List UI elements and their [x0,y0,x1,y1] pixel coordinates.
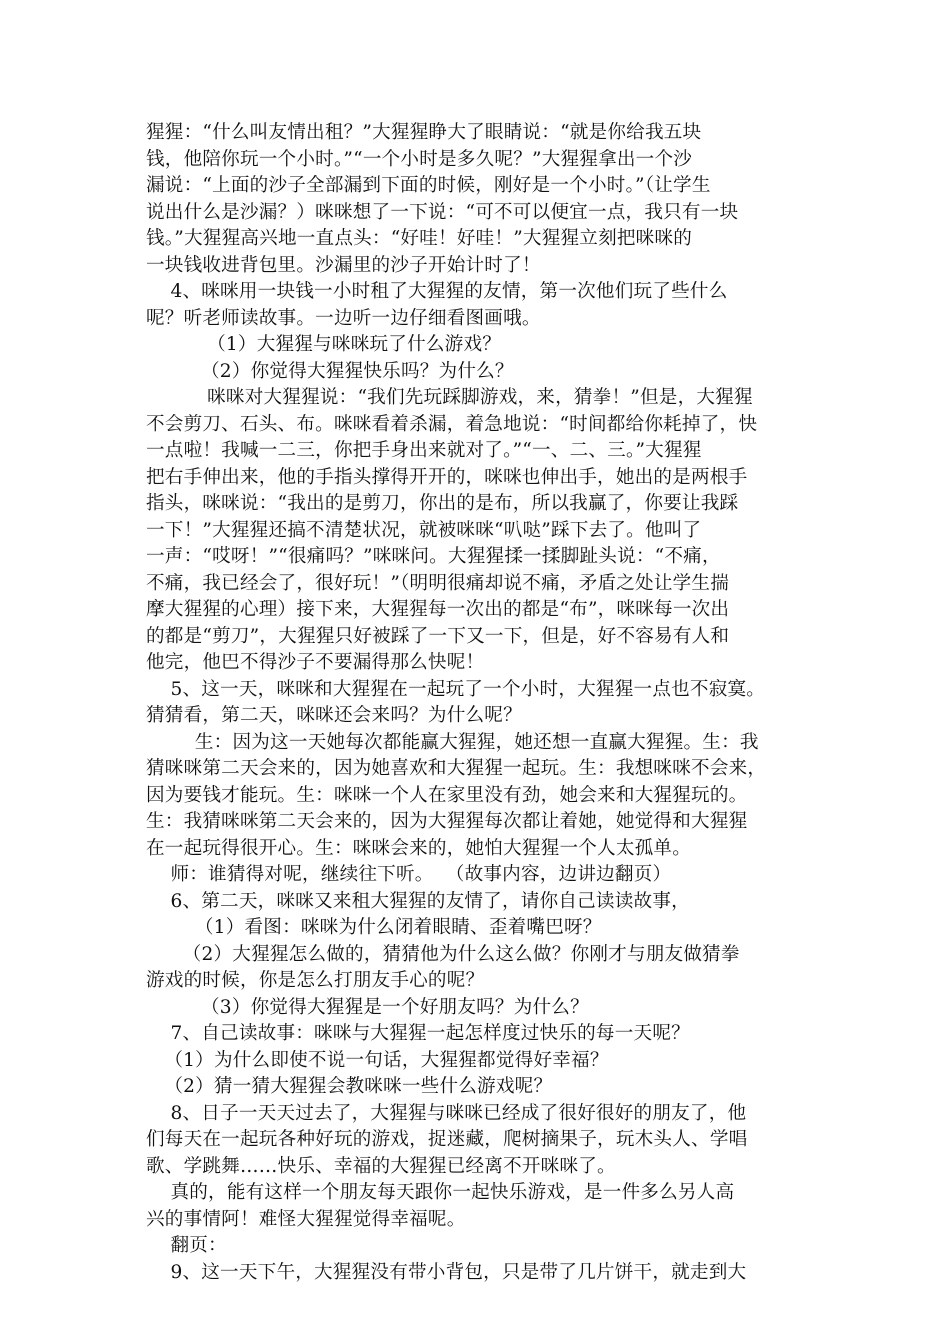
text-line: 一下！”大猩猩还搞不清楚状况，就被咪咪“叭哒”踩下去了。他叫了 [146,519,702,541]
text-line: 歌、学跳舞……快乐、幸福的大猩猩已经离不开咪咪了。 [146,1155,616,1177]
text-line: 钱，他陪你玩一个小时。”“一个小时是多久呢？”大猩猩拿出一个沙 [146,148,693,170]
text-line: 生：我猜咪咪第二天会来的，因为大猩猩每次都让着她，她觉得和大猩猩 [146,811,748,832]
text-line: 一声：“哎呀！”“很痛吗？”咪咪问。大猩猩揉一揉脚趾头说：“不痛， [146,546,721,567]
text-line: 5、这一天，咪咪和大猩猩在一起玩了一个小时，大猩猩一点也不寂寞。 [146,678,766,700]
text-line: 兴的事情阿！难怪大猩猩觉得幸福呢。 [146,1208,466,1230]
text-line: 7、自己读故事：咪咪与大猩猩一起怎样度过快乐的每一天呢？ [146,1023,690,1044]
text-line: 猜咪咪第二天会来的，因为她喜欢和大猩猩一起玩。生：我想咪咪不会来， [146,758,767,779]
text-line: 猩猩：“什么叫友情出租？”大猩猩睁大了眼睛说：“就是你给我五块 [146,122,702,143]
text-line: （2）猜一猜大猩猩会教咪咪一些什么游戏呢？ [146,1076,553,1097]
text-line: （1）大猩猩与咪咪玩了什么游戏？ [146,334,502,355]
text-line: 们每天在一起玩各种好玩的游戏，捉迷藏，爬树摘果子，玩木头人、学唱 [146,1129,748,1150]
text-line: 不会剪刀、石头、布。咪咪看着杀漏，着急地说：“时间都给你耗掉了，快 [146,413,758,435]
text-line: 师：谁猜得对呢，继续往下听。 （故事内容，边讲边翻页） [146,864,672,885]
text-line: 4、咪咪用一块钱一小时租了大猩猩的友情，第一次他们玩了些什么 [146,281,728,302]
text-line: （1）看图：咪咪为什么闭着眼睛、歪着嘴巴呀？ [146,917,602,938]
text-line: 6、第二天，咪咪又来租大猩猩的友情了，请你自己读读故事， [146,890,690,912]
text-line: 说出什么是沙漏？）咪咪想了一下说：“可不可以便宜一点，我只有一块 [146,201,739,223]
text-line: （1）为什么即使不说一句话，大猩猩都觉得好幸福？ [146,1049,609,1071]
text-line: 指头，咪咪说：“我出的是剪刀，你出的是布，所以我赢了，你要让我踩 [146,493,739,514]
text-line: （2）大猩猩怎么做的，猜猜他为什么这么做？你刚才与朋友做猜拳 [146,943,740,965]
text-line: 摩大猩猩的心理）接下来，大猩猩每一次出的都是“布”，咪咪每一次出 [146,599,730,620]
text-line: 漏说：“上面的沙子全部漏到下面的时候，刚好是一个小时。”（让学生 [146,175,711,196]
text-line: 呢？听老师读故事。一边听一边仔细看图画哦。 [146,307,541,329]
text-line: 的都是“剪刀”，大猩猩只好被踩了一下又一下，但是，好不容易有人和 [146,625,730,647]
text-line: （3）你觉得大猩猩是一个好朋友吗？为什么？ [146,996,589,1018]
text-line: 咪咪对大猩猩说：“我们先玩踩脚游戏，来，猜拳！”但是，大猩猩 [146,387,753,408]
text-line: 因为要钱才能玩。生：咪咪一个人在家里没有劲，她会来和大猩猩玩的。 [146,784,748,806]
text-line: （2）你觉得大猩猩快乐吗？为什么？ [146,360,514,382]
text-line: 不痛，我已经会了，很好玩！”（明明很痛却说不痛，矛盾之处让学生揣 [146,572,730,594]
text-line: 9、这一天下午，大猩猩没有带小背包，只是带了几片饼干，就走到大 [146,1261,747,1283]
text-line: 把右手伸出来，他的手指头撑得开开的，咪咪也伸出手，她出的是两根手 [146,466,748,488]
document-body [146,120,826,1286]
text-line: 他完，他巴不得沙子不要漏得那么快呢！ [146,652,485,673]
text-line: 猜猜看，第二天，咪咪还会来吗？为什么呢？ [146,705,522,726]
text-line: 钱。”大猩猩高兴地一直点头：“好哇！好哇！”大猩猩立刻把咪咪的 [146,228,693,249]
text-line: 翻页： [146,1235,227,1256]
text-line: 生：因为这一天她每次都能赢大猩猩，她还想一直赢大猩猩。生：我 [146,731,759,753]
text-line: 8、日子一天天过去了，大猩猩与咪咪已经成了很好很好的朋友了，他 [146,1102,747,1124]
text-line: 一块钱收进背包里。沙漏里的沙子开始计时了！ [146,254,541,276]
text-line: 一点啦！我喊一二三，你把手身出来就对了。”“一、二、三。”大猩猩 [146,440,702,461]
text-line: 游戏的时候，你是怎么打朋友手心的呢？ [146,970,485,991]
text-line: 真的，能有这样一个朋友每天跟你一起快乐游戏，是一件多么另人高 [146,1182,735,1203]
text-line: 在一起玩得很开心。生：咪咪会来的，她怕大猩猩一个人太孤单。 [146,837,692,859]
